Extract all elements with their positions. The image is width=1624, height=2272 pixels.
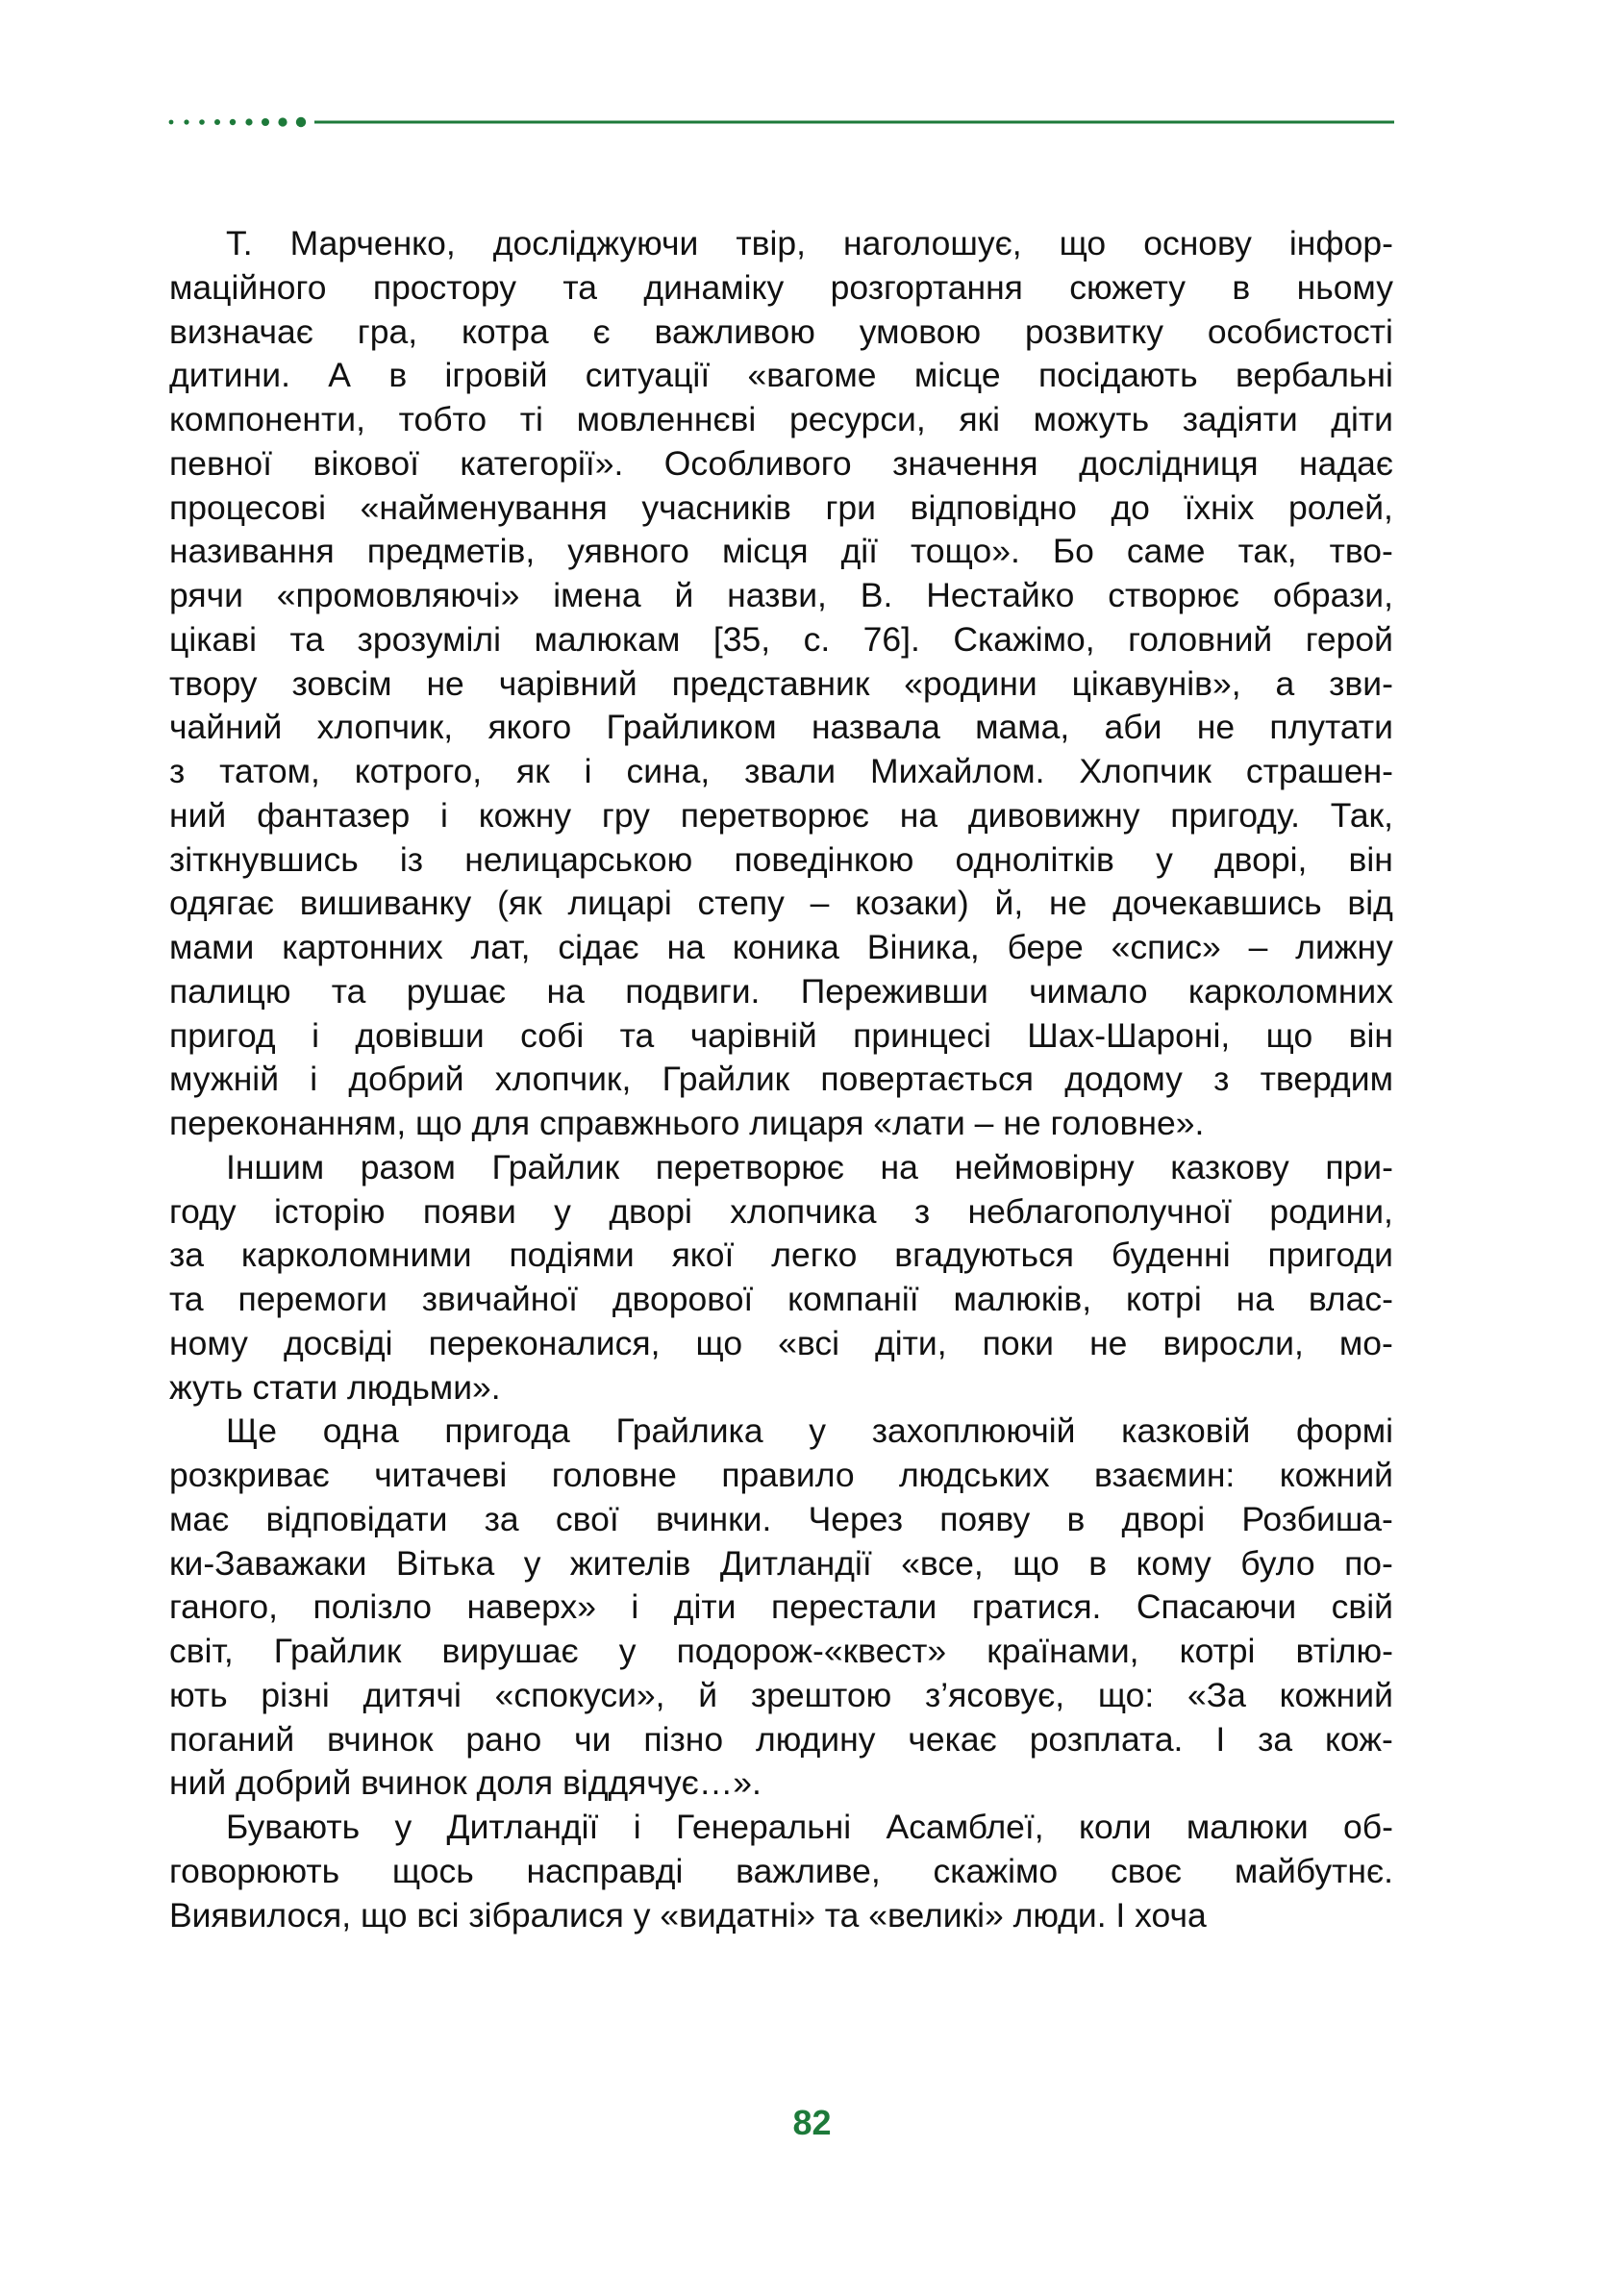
text-line: рячи «промовляючі» імена й назви, В. Нестайко створює образи, [169, 576, 1393, 614]
text-line: Ще одна пригода Грайлика у захоплюючій казковій формі [226, 1411, 1393, 1451]
text-line: з татом, котрого, як і сина, звали Михайлом. Хлопчик страшен- [169, 752, 1393, 790]
text-line: мами картонних лат, сідає на коника Віника, бере «спис» – лижну [169, 928, 1393, 966]
text-line: мужній і добрий хлопчик, Грайлик повертається додому з твердим [169, 1060, 1393, 1099]
text-line: году історію появи у дворі хлопчика з неблагополучної родини, [169, 1191, 1393, 1231]
text-line: називання предметів, уявного місця дії тощо». Бо саме так, тво- [169, 532, 1393, 571]
text-line: ному досвіді переконалися, що «всі діти, поки не виросли, мо- [169, 1323, 1393, 1362]
text-line: цікаві та зрозумілі малюкам [35, с. 76]. Скажімо, головний герой [169, 619, 1393, 659]
text-line: ний добрий вчинок доля віддячує…». [169, 1763, 762, 1803]
text-line: за карколомними подіями якої легко вгадуються буденні пригоди [169, 1236, 1393, 1275]
text-line: маційного простору та динаміку розгортання сюжету в ньому [169, 267, 1393, 307]
paragraph [169, 1410, 1393, 1806]
text-line: компоненти, тобто ті мовленнєві ресурси, які можуть задіяти діти [169, 400, 1393, 438]
text-line: розкриває читачеві головне правило людських взаємин: кожний [169, 1456, 1393, 1494]
text-line: поганий вчинок рано чи пізно людину чекає розплата. І за кож- [169, 1719, 1393, 1759]
paragraph [169, 1146, 1393, 1411]
text-line: Т. Марченко, досліджуючи твір, наголошує, що основу інфор- [226, 224, 1393, 262]
text-line: певної вікової категорії». Особливого значення дослідниця надає [169, 443, 1393, 483]
text-line: ганого, полізло наверх» і діти перестали гратися. Спасаючи свій [169, 1587, 1393, 1627]
text-line: пригод і довівши собі та чарівній принцесі Шах-Шароні, що він [169, 1015, 1393, 1055]
text-line: має відповідати за свої вчинки. Через появу в дворі Розбиша- [169, 1499, 1393, 1538]
text-line: ний фантазер і кожну гру перетворює на дивовижну пригоду. Так, [169, 795, 1393, 835]
text-line: палицю та рушає на подвиги. Переживши чимало карколомних [169, 971, 1393, 1011]
text-line: чайний хлопчик, якого Грайликом назвала мама, аби не плутати [169, 708, 1393, 747]
page-number: 82 [792, 2103, 832, 2142]
text-line: зіткнувшись із нелицарською поведінкою однолітків у дворі, він [169, 839, 1393, 879]
paragraph [169, 222, 1393, 1146]
text-line: Бувають у Дитландії і Генеральні Асамблеї, коли малюки об- [226, 1808, 1393, 1846]
text-line: говорюють щось насправді важливе, скажімо своє майбутнє. [169, 1851, 1393, 1890]
paragraph [169, 1806, 1393, 1937]
text-line: дитини. А в ігровій ситуації «вагоме місце посідають вербальні [169, 356, 1393, 395]
text-line: жуть стати людьми». [169, 1367, 501, 1407]
text-line: ють різні дитячі «спокуси», й зрештою з’ясовує, що: «За кожний [169, 1675, 1393, 1714]
header-dotted-rule [168, 115, 1394, 129]
text-line: переконанням, що для справжнього лицаря «лати – не головне». [169, 1104, 1205, 1142]
text-line: та перемоги звичайної дворової компанії малюків, котрі на влас- [169, 1280, 1393, 1318]
text-line: світ, Грайлик вирушає у подорож-«квест» країнами, котрі втілю- [169, 1632, 1393, 1670]
text-line: одягає вишиванку (як лицарі степу – козаки) й, не дочекавшись від [169, 884, 1393, 923]
text-line: ки-Заважаки Вітька у жителів Дитландії «все, що в кому було по- [169, 1543, 1393, 1583]
text-line: Виявилося, що всі зібралися у «видатні» та «великі» люди. І хоча [169, 1895, 1207, 1935]
text-line: процесові «найменування учасників гри відповідно до їхніх ролей, [169, 487, 1393, 527]
text-line: твору зовсім не чарівний представник «родини цікавунів», а зви- [169, 663, 1393, 703]
text-line: визначає гра, котра є важливою умовою розвитку особистості [169, 312, 1393, 351]
text-line: Іншим разом Грайлик перетворює на неймовірну казкову при- [226, 1147, 1393, 1186]
body-text [169, 222, 1393, 1937]
